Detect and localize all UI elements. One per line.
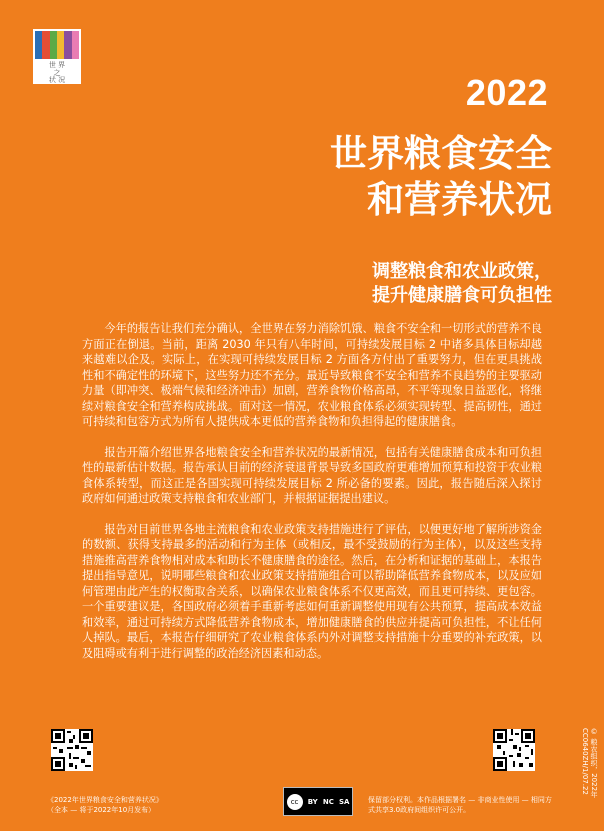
logo-strip-5 [64, 31, 71, 59]
logo-strip-3 [50, 31, 57, 59]
logo-strip-6 [72, 31, 79, 59]
title-line-1: 世界粮食安全 [330, 132, 552, 175]
cc-label-sa: SA [338, 797, 350, 806]
paragraph-2: 报告开篇介绍世界各地粮食安全和营养状况的最新情况，包括有关健康膳食成本和可负担性的最新估计数据。报告承认目前的经济衰退背景导致多国政府更难增加预算和投资于农业粮食体系转型，而这正是各国实现可持续发展目标 2 所必备的要素。因此，报告随后深入探讨政府如何通过政策支持粮食和农业部门，并根据证据提出建议。 [82, 445, 542, 505]
report-title [330, 131, 552, 223]
paragraph-1: 今年的报告让我们充分确认，全世界在努力消除饥饿、粮食不安全和一切形式的营养不良方面正在倒退。当前，距离 2030 年只有八年时间，可持续发展目标 2 中诸多具体目标却越来越难以企及。实际上，在实现可持续发展目标 2 方面各方付出了重要努力，但在更具挑战性和不确定性的环境下，这些努力还不充分。最近导致粮食不安全和营养不良趋势的主要驱动力量（即冲突、极端气候和经济冲击）加剧，营养食物价格高昂，不平等现象日益恶化，将继续对粮食安全和营养构成挑战。面对这一情况，农业粮食体系必须实现转型、提高韧性，通过可持续和包容方式为所有人提供成本更低的营养食物和负担得起的健康膳食。 [82, 322, 542, 428]
logo-strip-2 [42, 31, 49, 59]
cc-icon: cc [287, 794, 303, 810]
citation-line-1: 《2022年世界粮食安全和营养状况》 [47, 796, 163, 804]
qr-code-left[interactable] [51, 729, 93, 771]
report-subtitle [372, 260, 552, 308]
logo-text-3: 状 况 [48, 76, 66, 84]
title-line-2: 和营养状况 [367, 178, 552, 221]
report-year: 2022 [465, 72, 548, 113]
paragraph-3: 报告对目前世界各地主流粮食和农业政策支持措施进行了评估，以便更好地了解所涉资金的数额、获得支持最多的活动和行为主体（或相反，最不受鼓励的行为主体），以及这些支持措施推高营养食物相对成本和助长不健康膳食的途径。然后，在分析和证据的基础上，本报告提出指导意见，说明哪些粮食和农业政策支持措施组合可以帮助降低营养食物成本，以及应如何管理由此产生的权衡取舍关系，以确保农业粮食体系不仅更高效，而且更可持续、更包容。一个重要建议是，各国政府必须着手重新考虑如何重新调整使用现有公共预算，提高成本效益和效率，通过可持续方式降低营养食物成本，增加健康膳食的供应并提高可负担性，不让任何人掉队。最后，本报告仔细研究了农业粮食体系内外对调整支持措施十分重要的补充政策，以及阻碍或有利于进行调整的政治经济因素和动态。 [82, 522, 542, 660]
logo-text-2: 之 [53, 69, 61, 77]
copyright-vertical [580, 728, 598, 798]
copyright-line: © 粮农组织，2022年 [590, 728, 598, 799]
license-text: 保留部分权利。本作品根据署名 — 非商业性使用 — 相同方式共享3.0政府间组织许可公开。 [368, 796, 552, 814]
logo-text-1: 世 界 [48, 61, 66, 69]
cc-label-nc: NC [322, 797, 334, 806]
publication-citation [47, 795, 163, 815]
publication-logo [33, 29, 81, 84]
job-number: CC0640ZH/1/07.22 [581, 728, 589, 795]
citation-line-2: （全本 — 将于2022年10月发布） [47, 806, 156, 814]
subtitle-line-2: 提升健康膳食可负担性 [372, 285, 552, 306]
cc-label-by: BY [307, 797, 318, 806]
subtitle-line-1: 调整粮食和农业政策， [372, 261, 552, 282]
summary-body [82, 321, 542, 676]
logo-strip-1 [35, 31, 42, 59]
qr-code-right[interactable] [493, 729, 535, 771]
logo-strip-4 [57, 31, 64, 59]
creative-commons-badge[interactable] [283, 787, 353, 816]
logo-color-strips [35, 31, 79, 59]
